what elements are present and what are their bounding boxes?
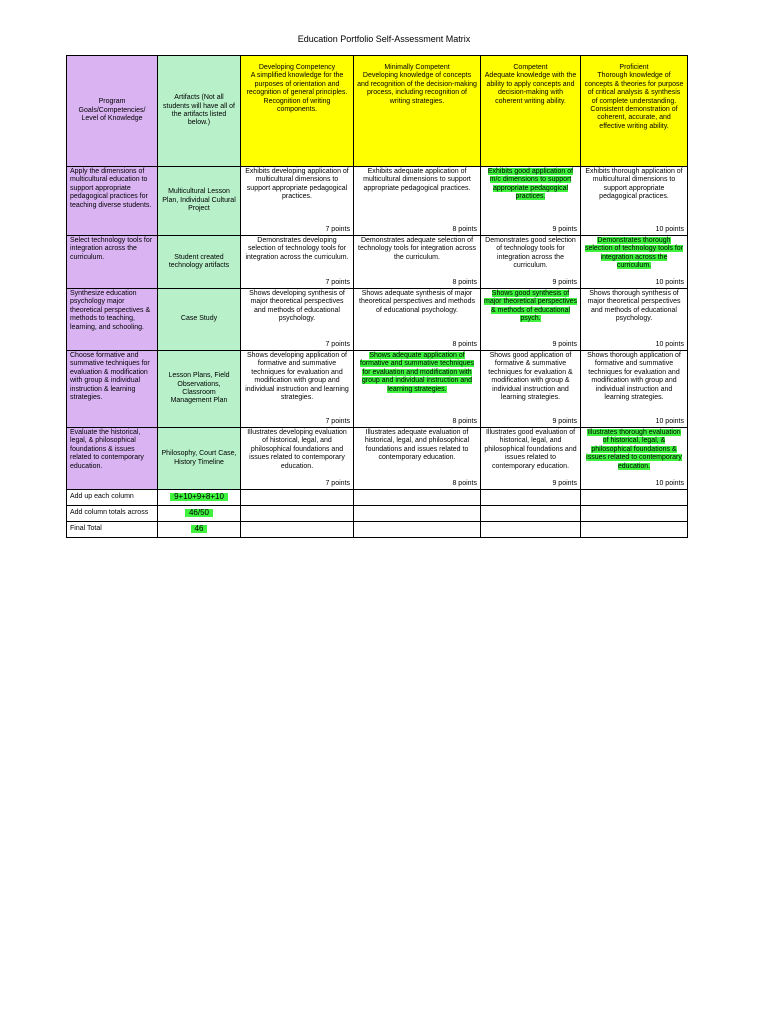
empty-cell bbox=[481, 506, 581, 522]
points-label: 8 points bbox=[452, 340, 477, 348]
goal-header-text: Program Goals/Competencies/ Level of Knowledge bbox=[78, 98, 146, 123]
table-row bbox=[67, 236, 688, 289]
level-header-competent bbox=[481, 56, 581, 167]
totals-value bbox=[158, 506, 241, 522]
points-label: 8 points bbox=[452, 225, 477, 233]
points-label: 9 points bbox=[552, 340, 577, 348]
totals-value bbox=[158, 522, 241, 538]
artifact-cell: Philosophy, Court Case, History Timeline bbox=[158, 428, 241, 490]
rating-cell bbox=[581, 289, 688, 351]
totals-label: Add up each column bbox=[67, 490, 158, 506]
rating-cell bbox=[241, 289, 354, 351]
header-row bbox=[67, 56, 688, 167]
highlight: Exhibits good application of m/c dimensions to support appropriate pedagogical practices. bbox=[487, 168, 574, 201]
points-label: 10 points bbox=[655, 225, 684, 233]
points-label: 8 points bbox=[452, 479, 477, 487]
totals-label: Add column totals across bbox=[67, 506, 158, 522]
totals-label: Final Total bbox=[67, 522, 158, 538]
rating-cell bbox=[481, 236, 581, 289]
rating-text: Shows good application of formative & summative techniques for evaluation & modification with group & individual instruction and learning strategies. bbox=[488, 352, 573, 402]
rating-cell bbox=[581, 351, 688, 428]
rating-text: Exhibits thorough application of multicultural dimensions to support appropriate pedagogical practices. bbox=[585, 168, 683, 201]
points-label: 7 points bbox=[325, 479, 350, 487]
totals-row bbox=[67, 522, 688, 538]
rating-text: Shows developing application of formative and summative techniques for evaluation and modification with group and individual instruction and learning strategies. bbox=[245, 352, 349, 402]
artifacts-header-text: Artifacts (Not all students will have all of the artifacts listed below.) bbox=[163, 94, 235, 127]
level-name: Proficient bbox=[619, 64, 649, 71]
goal-cell: Evaluate the historical, legal, & philosophical foundations & issues related to contemporary education. bbox=[67, 428, 158, 490]
level-header-proficient bbox=[581, 56, 688, 167]
rating-cell bbox=[241, 167, 354, 236]
rating-text: Demonstrates developing selection of technology tools for integration across the curriculum. bbox=[245, 237, 349, 261]
points-label: 10 points bbox=[655, 278, 684, 286]
level-header-minimal bbox=[354, 56, 481, 167]
artifact-cell: Multicultural Lesson Plan, Individual Cultural Project bbox=[158, 167, 241, 236]
empty-cell bbox=[581, 522, 688, 538]
rating-cell bbox=[481, 351, 581, 428]
rating-cell-selected bbox=[354, 351, 481, 428]
rating-text: Illustrates adequate evaluation of historical, legal, and philosophical foundations and issues related to contemporary education. bbox=[364, 429, 470, 462]
assessment-matrix bbox=[66, 55, 688, 538]
empty-cell bbox=[354, 522, 481, 538]
level-desc: Thorough knowledge of concepts & theories for purpose of critical analysis & synthesis of complete understanding. Consistent demonstration of coherent, accurate, and effective writing ability. bbox=[584, 72, 684, 130]
empty-cell bbox=[241, 506, 354, 522]
artifact-cell: Case Study bbox=[158, 289, 241, 351]
level-name: Minimally Competent bbox=[384, 64, 450, 71]
level-desc: Developing knowledge of concepts and recognition of the decision-making process, including recognition of writing strategies. bbox=[357, 72, 477, 105]
rating-text: Demonstrates good selection of technology tools for integration across the curriculum. bbox=[485, 237, 576, 270]
rating-text: Shows developing synthesis of major theoretical perspectives and methods of educational psychology. bbox=[249, 290, 345, 323]
rating-cell bbox=[354, 236, 481, 289]
rating-cell-selected bbox=[481, 289, 581, 351]
rating-cell bbox=[241, 428, 354, 490]
rating-text: Shows thorough application of formative and summative techniques for evaluation and modification with group and individual instruction and learning strategies. bbox=[587, 352, 681, 402]
table-row bbox=[67, 167, 688, 236]
level-desc: A simplified knowledge for the purposes of orientation and recognition of general principles. Recognition of writing components. bbox=[246, 72, 348, 114]
level-name: Competent bbox=[513, 64, 548, 71]
artifacts-header bbox=[158, 56, 241, 167]
rating-cell bbox=[481, 428, 581, 490]
highlight: Shows good synthesis of major theoretical perspectives & methods of educational psych. bbox=[484, 290, 577, 323]
totals-row bbox=[67, 490, 688, 506]
rating-text: Illustrates good evaluation of historical, legal, and philosophical foundations and issues related to contemporary education. bbox=[484, 429, 577, 470]
points-label: 9 points bbox=[552, 479, 577, 487]
goal-cell: Select technology tools for integration across the curriculum. bbox=[67, 236, 158, 289]
rating-cell bbox=[581, 167, 688, 236]
rating-text: Illustrates developing evaluation of historical, legal, and philosophical foundations and issues related to contemporary education. bbox=[247, 429, 347, 470]
totals-value-text: 46/50 bbox=[185, 509, 213, 517]
rating-text: Shows thorough synthesis of major theoretical perspectives and methods of educational psychology. bbox=[587, 290, 681, 323]
empty-cell bbox=[581, 506, 688, 522]
rating-text: Exhibits developing application of multicultural dimensions to support appropriate pedagogical practices. bbox=[245, 168, 349, 201]
rating-text: Demonstrates adequate selection of technology tools for integration across the curriculum. bbox=[358, 237, 476, 261]
points-label: 7 points bbox=[325, 417, 350, 425]
goal-cell: Apply the dimensions of multicultural education to support appropriate pedagogical practices for teaching diverse students. bbox=[67, 167, 158, 236]
rating-text-highlighted bbox=[357, 352, 477, 394]
goal-header bbox=[67, 56, 158, 167]
points-label: 7 points bbox=[325, 225, 350, 233]
empty-cell bbox=[241, 522, 354, 538]
empty-cell bbox=[481, 522, 581, 538]
level-name: Developing Competency bbox=[258, 64, 336, 71]
rating-text-highlighted bbox=[584, 237, 684, 271]
rating-text-highlighted bbox=[484, 168, 577, 202]
artifact-cell: Lesson Plans, Field Observations, Classroom Management Plan bbox=[158, 351, 241, 428]
empty-cell bbox=[354, 490, 481, 506]
points-label: 10 points bbox=[655, 479, 684, 487]
points-label: 10 points bbox=[655, 340, 684, 348]
highlight: Demonstrates thorough selection of technology tools for integration across the curriculum. bbox=[584, 237, 684, 270]
totals-value-text: 46 bbox=[191, 525, 208, 533]
highlight: Shows adequate application of formative and summative techniques for evaluation and modification with group and individual instruction and learning strategies. bbox=[360, 352, 474, 393]
points-label: 9 points bbox=[552, 417, 577, 425]
rating-cell bbox=[354, 428, 481, 490]
points-label: 8 points bbox=[452, 278, 477, 286]
rating-cell bbox=[354, 289, 481, 351]
table-row bbox=[67, 289, 688, 351]
rating-text: Shows adequate synthesis of major theoretical perspectives and methods of educational psychology. bbox=[359, 290, 475, 314]
points-label: 8 points bbox=[452, 417, 477, 425]
points-label: 7 points bbox=[325, 340, 350, 348]
table-row bbox=[67, 428, 688, 490]
empty-cell bbox=[241, 490, 354, 506]
empty-cell bbox=[481, 490, 581, 506]
empty-cell bbox=[581, 490, 688, 506]
totals-row bbox=[67, 506, 688, 522]
points-label: 10 points bbox=[655, 417, 684, 425]
totals-value-text: 9+10+9+8+10 bbox=[170, 493, 228, 501]
level-header-developing bbox=[241, 56, 354, 167]
level-desc: Adequate knowledge with the ability to apply concepts and decision-making with coherent writing ability. bbox=[484, 72, 577, 105]
rating-cell bbox=[241, 351, 354, 428]
rating-text-highlighted bbox=[484, 290, 577, 324]
points-label: 7 points bbox=[325, 278, 350, 286]
rating-text-highlighted bbox=[584, 429, 684, 471]
points-label: 9 points bbox=[552, 278, 577, 286]
empty-cell bbox=[354, 506, 481, 522]
rating-cell-selected bbox=[481, 167, 581, 236]
rating-text: Exhibits adequate application of multicultural dimensions to support appropriate pedagogical practices. bbox=[363, 168, 471, 192]
goal-cell: Synthesize education psychology major theoretical perspectives & methods to teaching, learning, and schooling. bbox=[67, 289, 158, 351]
highlight: Illustrates thorough evaluation of historical, legal, & philosophical foundations & issues related to contemporary education. bbox=[586, 429, 682, 470]
points-label: 9 points bbox=[552, 225, 577, 233]
rating-cell bbox=[354, 167, 481, 236]
rating-cell-selected bbox=[581, 428, 688, 490]
rating-cell bbox=[241, 236, 354, 289]
table-row bbox=[67, 351, 688, 428]
totals-value bbox=[158, 490, 241, 506]
page-title: Education Portfolio Self-Assessment Matrix bbox=[297, 34, 471, 44]
rating-cell-selected bbox=[581, 236, 688, 289]
artifact-cell: Student created technology artifacts bbox=[158, 236, 241, 289]
goal-cell: Choose formative and summative techniques for evaluation & modification with group & individual instruction & learning strategies. bbox=[67, 351, 158, 428]
